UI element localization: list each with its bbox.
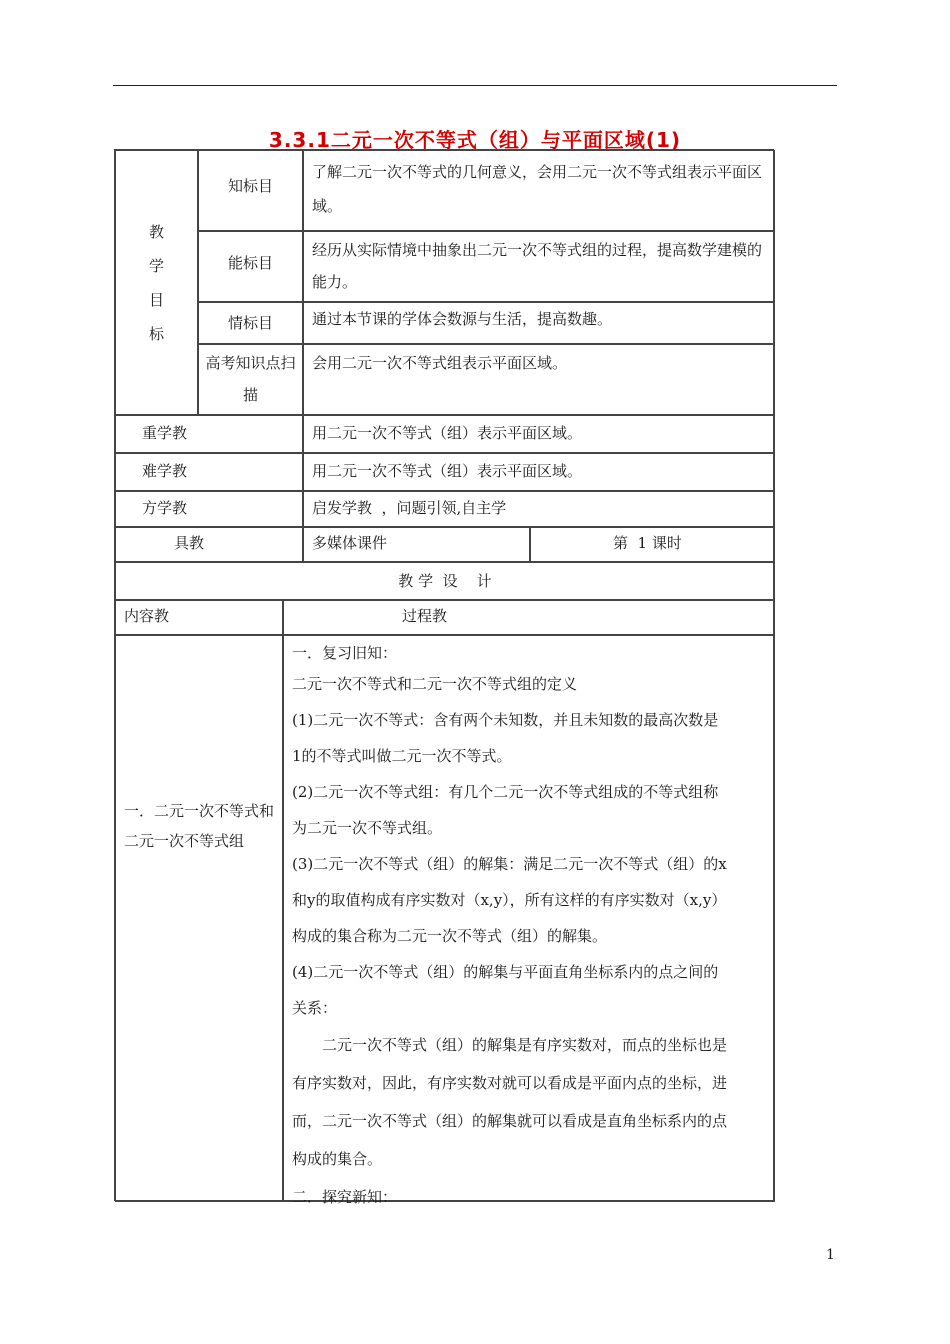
tools-label: 具教 (115, 527, 303, 562)
process-line: 和y的取值构成有序实数对（x,y），所有这样的有序实数对（x,y） (292, 891, 727, 909)
process-line: 构成的集合称为二元一次不等式（组）的解集。 (292, 927, 608, 945)
ability-goal-label: 能标目 (198, 231, 303, 302)
header-rule (113, 85, 837, 86)
lesson-plan-table (114, 149, 774, 1206)
page-number: 1 (826, 1247, 835, 1263)
method-content: 启发学教 ，问题引领,自主学 (303, 491, 775, 527)
process-line: 而，二元一次不等式（组）的解集就可以看成是直角坐标系内的点 (292, 1112, 728, 1130)
key-points-label: 重学教 (115, 415, 303, 453)
objectives-label-char: 目 (148, 290, 164, 309)
process-line: 二元一次不等式和二元一次不等式组的定义 (292, 675, 578, 693)
content-column-header: 内容教 (115, 600, 283, 635)
process-line: (3)二元一次不等式（组）的解集：满足二元一次不等式（组）的x (292, 855, 727, 873)
emotion-goal-label: 情标目 (198, 302, 303, 344)
process-line: (1)二元一次不等式：含有两个未知数，并且未知数的最高次数是 (292, 711, 719, 729)
method-label: 方学教 (115, 491, 303, 527)
process-line: 二元一次不等式（组）的解集是有序实数对，而点的坐标也是 (322, 1036, 728, 1054)
objectives-label-char: 教 (148, 222, 164, 241)
ability-goal-content: 经历从实际情境中抽象出二元一次不等式组的过程，提高数学建模的能力。 (303, 231, 775, 302)
difficult-points-label: 难学教 (115, 453, 303, 491)
process-line: 1的不等式叫做二元一次不等式。 (292, 747, 512, 765)
process-content (283, 635, 775, 1206)
process-column-header: 过程教 (283, 600, 775, 635)
knowledge-goal-label: 知标目 (198, 150, 303, 231)
emotion-goal-content: 通过本节课的学体会数源与生活，提高数趣。 (303, 302, 775, 344)
exam-points-content: 会用二元一次不等式组表示平面区域。 (303, 344, 775, 415)
section-name: 一．二元一次不等式和二元一次不等式组 (115, 635, 283, 1202)
objectives-label (115, 150, 198, 415)
process-line: 为二元一次不等式组。 (292, 819, 443, 837)
exam-points-label: 高考知识点扫描 (198, 344, 303, 415)
design-heading: 教 学 设 计 (115, 562, 775, 600)
objectives-label-char: 学 (148, 256, 164, 275)
process-line: 有序实数对，因此，有序实数对就可以看成是平面内点的坐标，进 (292, 1074, 728, 1092)
tools-content: 多媒体课件 (303, 527, 530, 562)
knowledge-goal-content: 了解二元一次不等式的几何意义，会用二元一次不等式组表示平面区域。 (303, 150, 775, 231)
process-line: 关系： (292, 999, 338, 1017)
process-line: 二．探究新知： (292, 1188, 398, 1206)
process-line: 构成的集合。 (292, 1150, 383, 1168)
process-line: (4)二元一次不等式（组）的解集与平面直角坐标系内的点之间的 (292, 963, 719, 981)
objectives-label-char: 标 (148, 324, 164, 343)
key-points-content: 用二元一次不等式（组）表示平面区域。 (303, 415, 775, 453)
process-line: (2)二元一次不等式组：有几个二元一次不等式组成的不等式组称 (292, 783, 719, 801)
lesson-count: 第 1 课时 (530, 527, 775, 562)
difficult-points-content: 用二元一次不等式（组）表示平面区域。 (303, 453, 775, 491)
process-line: 一．复习旧知： (292, 644, 398, 662)
page-title: 3.3.1二元一次不等式（组）与平面区域(1) (268, 128, 682, 152)
